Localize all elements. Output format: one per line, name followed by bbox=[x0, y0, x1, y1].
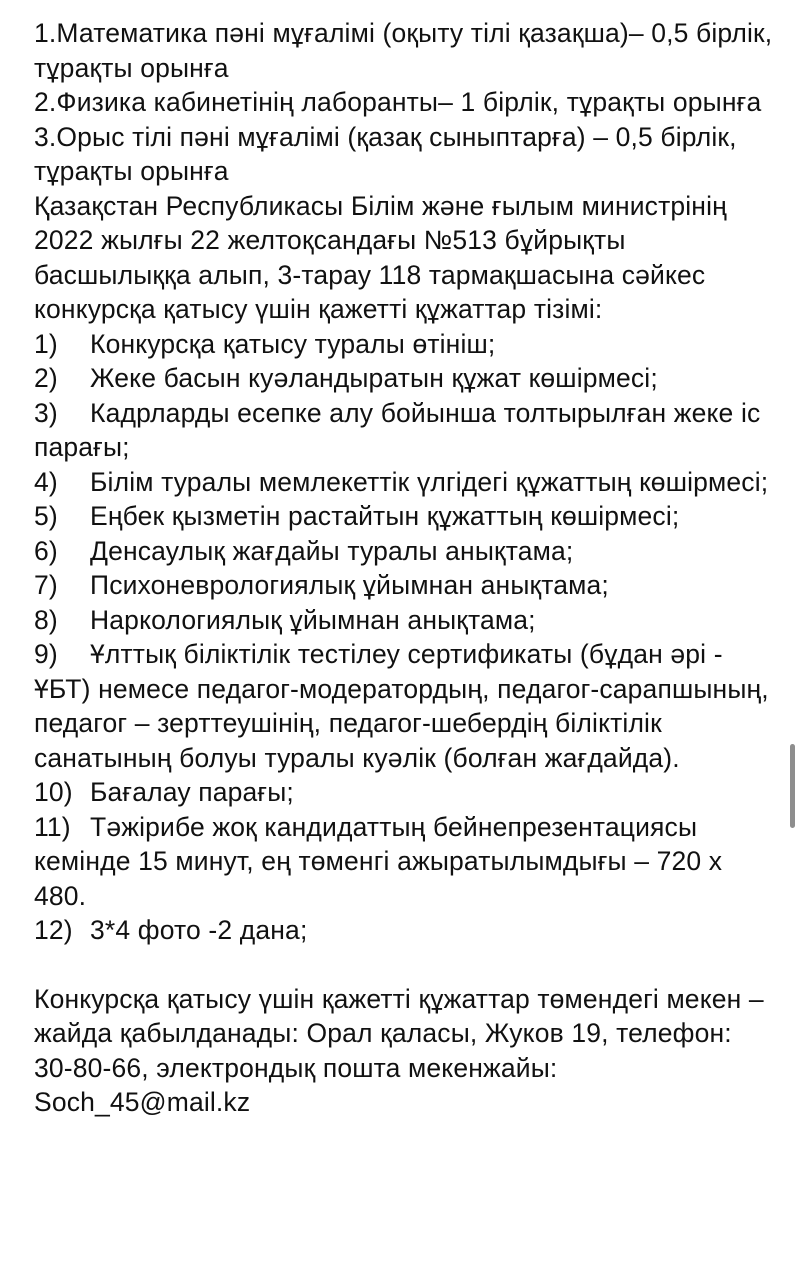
list-text: Денсаулық жағдайы туралы анықтама; bbox=[90, 535, 574, 566]
list-number: 5) bbox=[34, 501, 58, 531]
list-item bbox=[34, 396, 778, 465]
documents-list bbox=[34, 327, 778, 948]
list-text: Кадрларды есепке алу бойынша толтырылған жеке іс парағы; bbox=[34, 397, 761, 462]
list-text: Наркологиялық ұйымнан анықтама; bbox=[90, 604, 536, 635]
intro-paragraph: Қазақстан Республикасы Білім және ғылым министрінің 2022 жылғы 22 желтоқсандағы №513 бұйрықты басшылыққа алып, 3-тарау 118 тармақшасына сәйкес конкурсқа қатысу үшін қажетті құжаттар тізімі: bbox=[34, 190, 727, 324]
list-text: Білім туралы мемлекеттік үлгідегі құжаттың көшірмесі; bbox=[90, 466, 769, 497]
list-number: 11) bbox=[34, 811, 71, 842]
list-item bbox=[34, 361, 778, 396]
list-item bbox=[34, 465, 778, 500]
document-body bbox=[34, 16, 778, 1120]
list-text: Еңбек қызметін растайтын құжаттың көшірмесі; bbox=[90, 501, 680, 531]
list-number: 8) bbox=[34, 604, 58, 635]
list-number: 1) bbox=[34, 328, 58, 359]
position-item: 2.Физика кабинетінің лаборанты– 1 бірлік, тұрақты орынға bbox=[34, 87, 762, 117]
list-item bbox=[34, 810, 778, 914]
list-item bbox=[34, 534, 778, 569]
list-number: 10) bbox=[34, 777, 73, 807]
list-number: 2) bbox=[34, 363, 58, 393]
position-item: 3.Орыс тілі пәні мұғалімі (қазақ сыныптарға) – 0,5 бірлік, тұрақты орынға bbox=[34, 121, 737, 186]
list-text: Тәжірибе жоқ кандидаттың бейнепрезентациясы кемінде 15 минут, ең төменгі ажыратылымдығы – 720 x 480. bbox=[34, 811, 723, 911]
list-item bbox=[34, 913, 778, 948]
list-item bbox=[34, 637, 778, 775]
list-item bbox=[34, 603, 778, 638]
list-item bbox=[34, 499, 778, 534]
list-item bbox=[34, 568, 778, 603]
list-item bbox=[34, 775, 778, 810]
list-number: 7) bbox=[34, 570, 58, 600]
vertical-scrollbar[interactable] bbox=[790, 744, 795, 828]
list-text: Бағалау парағы; bbox=[90, 777, 294, 807]
list-number: 12) bbox=[34, 915, 73, 945]
list-text: Жеке басын куәландыратын құжат көшірмесі; bbox=[90, 363, 658, 393]
list-number: 4) bbox=[34, 466, 58, 497]
list-number: 9) bbox=[34, 639, 58, 669]
position-item: 1.Математика пәні мұғалімі (оқыту тілі қазақша)– 0,5 бірлік, тұрақты орынға bbox=[34, 18, 773, 83]
paragraph-spacer bbox=[34, 948, 778, 982]
list-text: Психоневрологиялық ұйымнан анықтама; bbox=[90, 570, 609, 600]
list-text: Ұлттық біліктілік тестілеу сертификаты (бұдан әрі - ҰБТ) немесе педагог-модератордың, педагог-сарапшының, педагог – зерттеушінің, педагог-шебердің біліктілік санатының болуы туралы куәлік (болған жағдайда). bbox=[34, 639, 769, 773]
list-text: 3*4 фото -2 дана; bbox=[90, 915, 308, 945]
contacts-paragraph: Конкурсқа қатысу үшін қажетті құжаттар төмендегі мекен – жайда қабылданады: Орал қаласы, Жуков 19, телефон: 30-80-66, электрондық пошта мекенжайы: Soch_45@mail.kz bbox=[34, 983, 764, 1117]
list-number: 6) bbox=[34, 535, 58, 566]
list-number: 3) bbox=[34, 397, 58, 428]
list-item bbox=[34, 327, 778, 362]
list-text: Конкурсқа қатысу туралы өтініш; bbox=[90, 328, 496, 359]
